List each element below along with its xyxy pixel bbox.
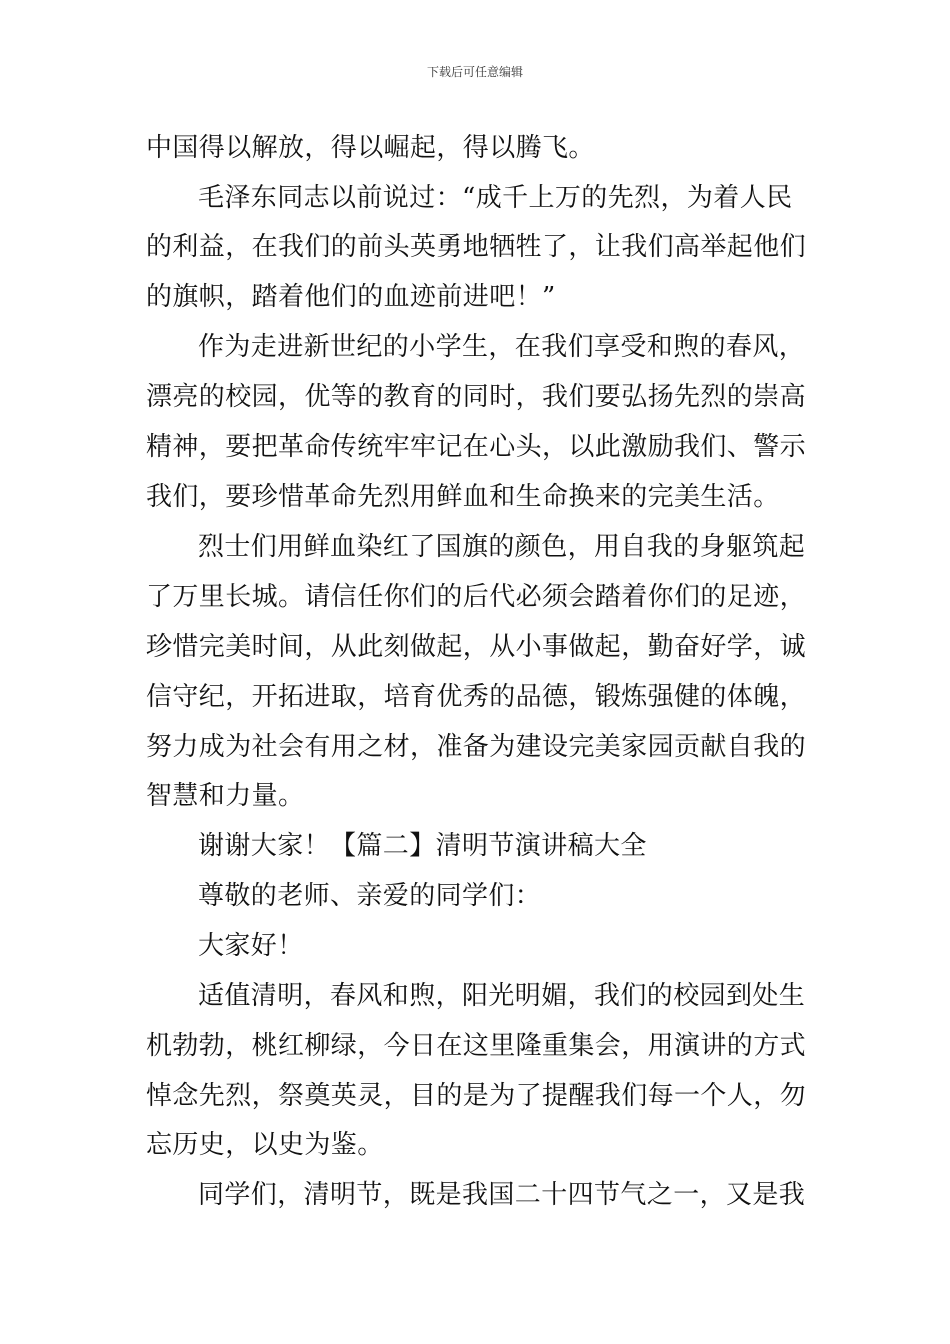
text-line: 毛泽东同志以前说过：“成千上万的先烈，为着人民	[198, 183, 793, 213]
text-line: 适值清明，春风和煦，阳光明媚，我们的校园到处生	[198, 981, 806, 1011]
text-line: 努力成为社会有用之材，准备为建设完美家园贡献自我的	[146, 732, 807, 762]
text-line: 尊敬的老师、亲爱的同学们：	[198, 881, 542, 911]
text-line: 谢谢大家！【篇二】清明节演讲稿大全	[198, 831, 647, 861]
text-line: 我们，要珍惜革命先烈用鲜血和生命换来的完美生活。	[146, 482, 780, 512]
text-line: 漂亮的校园，优等的教育的同时，我们要弘扬先烈的崇高	[146, 382, 807, 412]
text-line: 悼念先烈，祭奠英灵，目的是为了提醒我们每一个人，勿	[146, 1081, 807, 1111]
text-line: 了万里长城。请信任你们的后代必须会踏着你们的足迹，	[146, 582, 807, 612]
text-line: 信守纪，开拓进取，培育优秀的品德，锻炼强健的体魄，	[146, 682, 807, 712]
text-line: 作为走进新世纪的小学生，在我们享受和煦的春风，	[198, 332, 806, 362]
text-line: 精神，要把革命传统牢牢记在心头，以此激励我们、警示	[146, 432, 807, 462]
text-line: 大家好！	[198, 931, 304, 961]
text-line: 同学们，清明节，既是我国二十四节气之一，又是我	[198, 1180, 806, 1210]
text-line: 珍惜完美时间，从此刻做起，从小事做起，勤奋好学，诚	[146, 632, 807, 662]
text-line: 的利益，在我们的前头英勇地牺牲了，让我们高举起他们	[146, 232, 807, 262]
text-line: 中国得以解放，得以崛起，得以腾飞。	[146, 133, 595, 163]
text-line: 忘历史，以史为鉴。	[146, 1130, 384, 1160]
text-line: 智慧和力量。	[146, 781, 305, 811]
page-header: 下载后可任意编辑	[426, 65, 523, 79]
text-line: 机勃勃，桃红柳绿，今日在这里隆重集会，用演讲的方式	[146, 1031, 807, 1061]
text-line: 烈士们用鲜血染红了国旗的颜色，用自我的身躯筑起	[198, 532, 806, 562]
text-line: 的旗帜，踏着他们的血迹前进吧！”	[146, 282, 556, 312]
